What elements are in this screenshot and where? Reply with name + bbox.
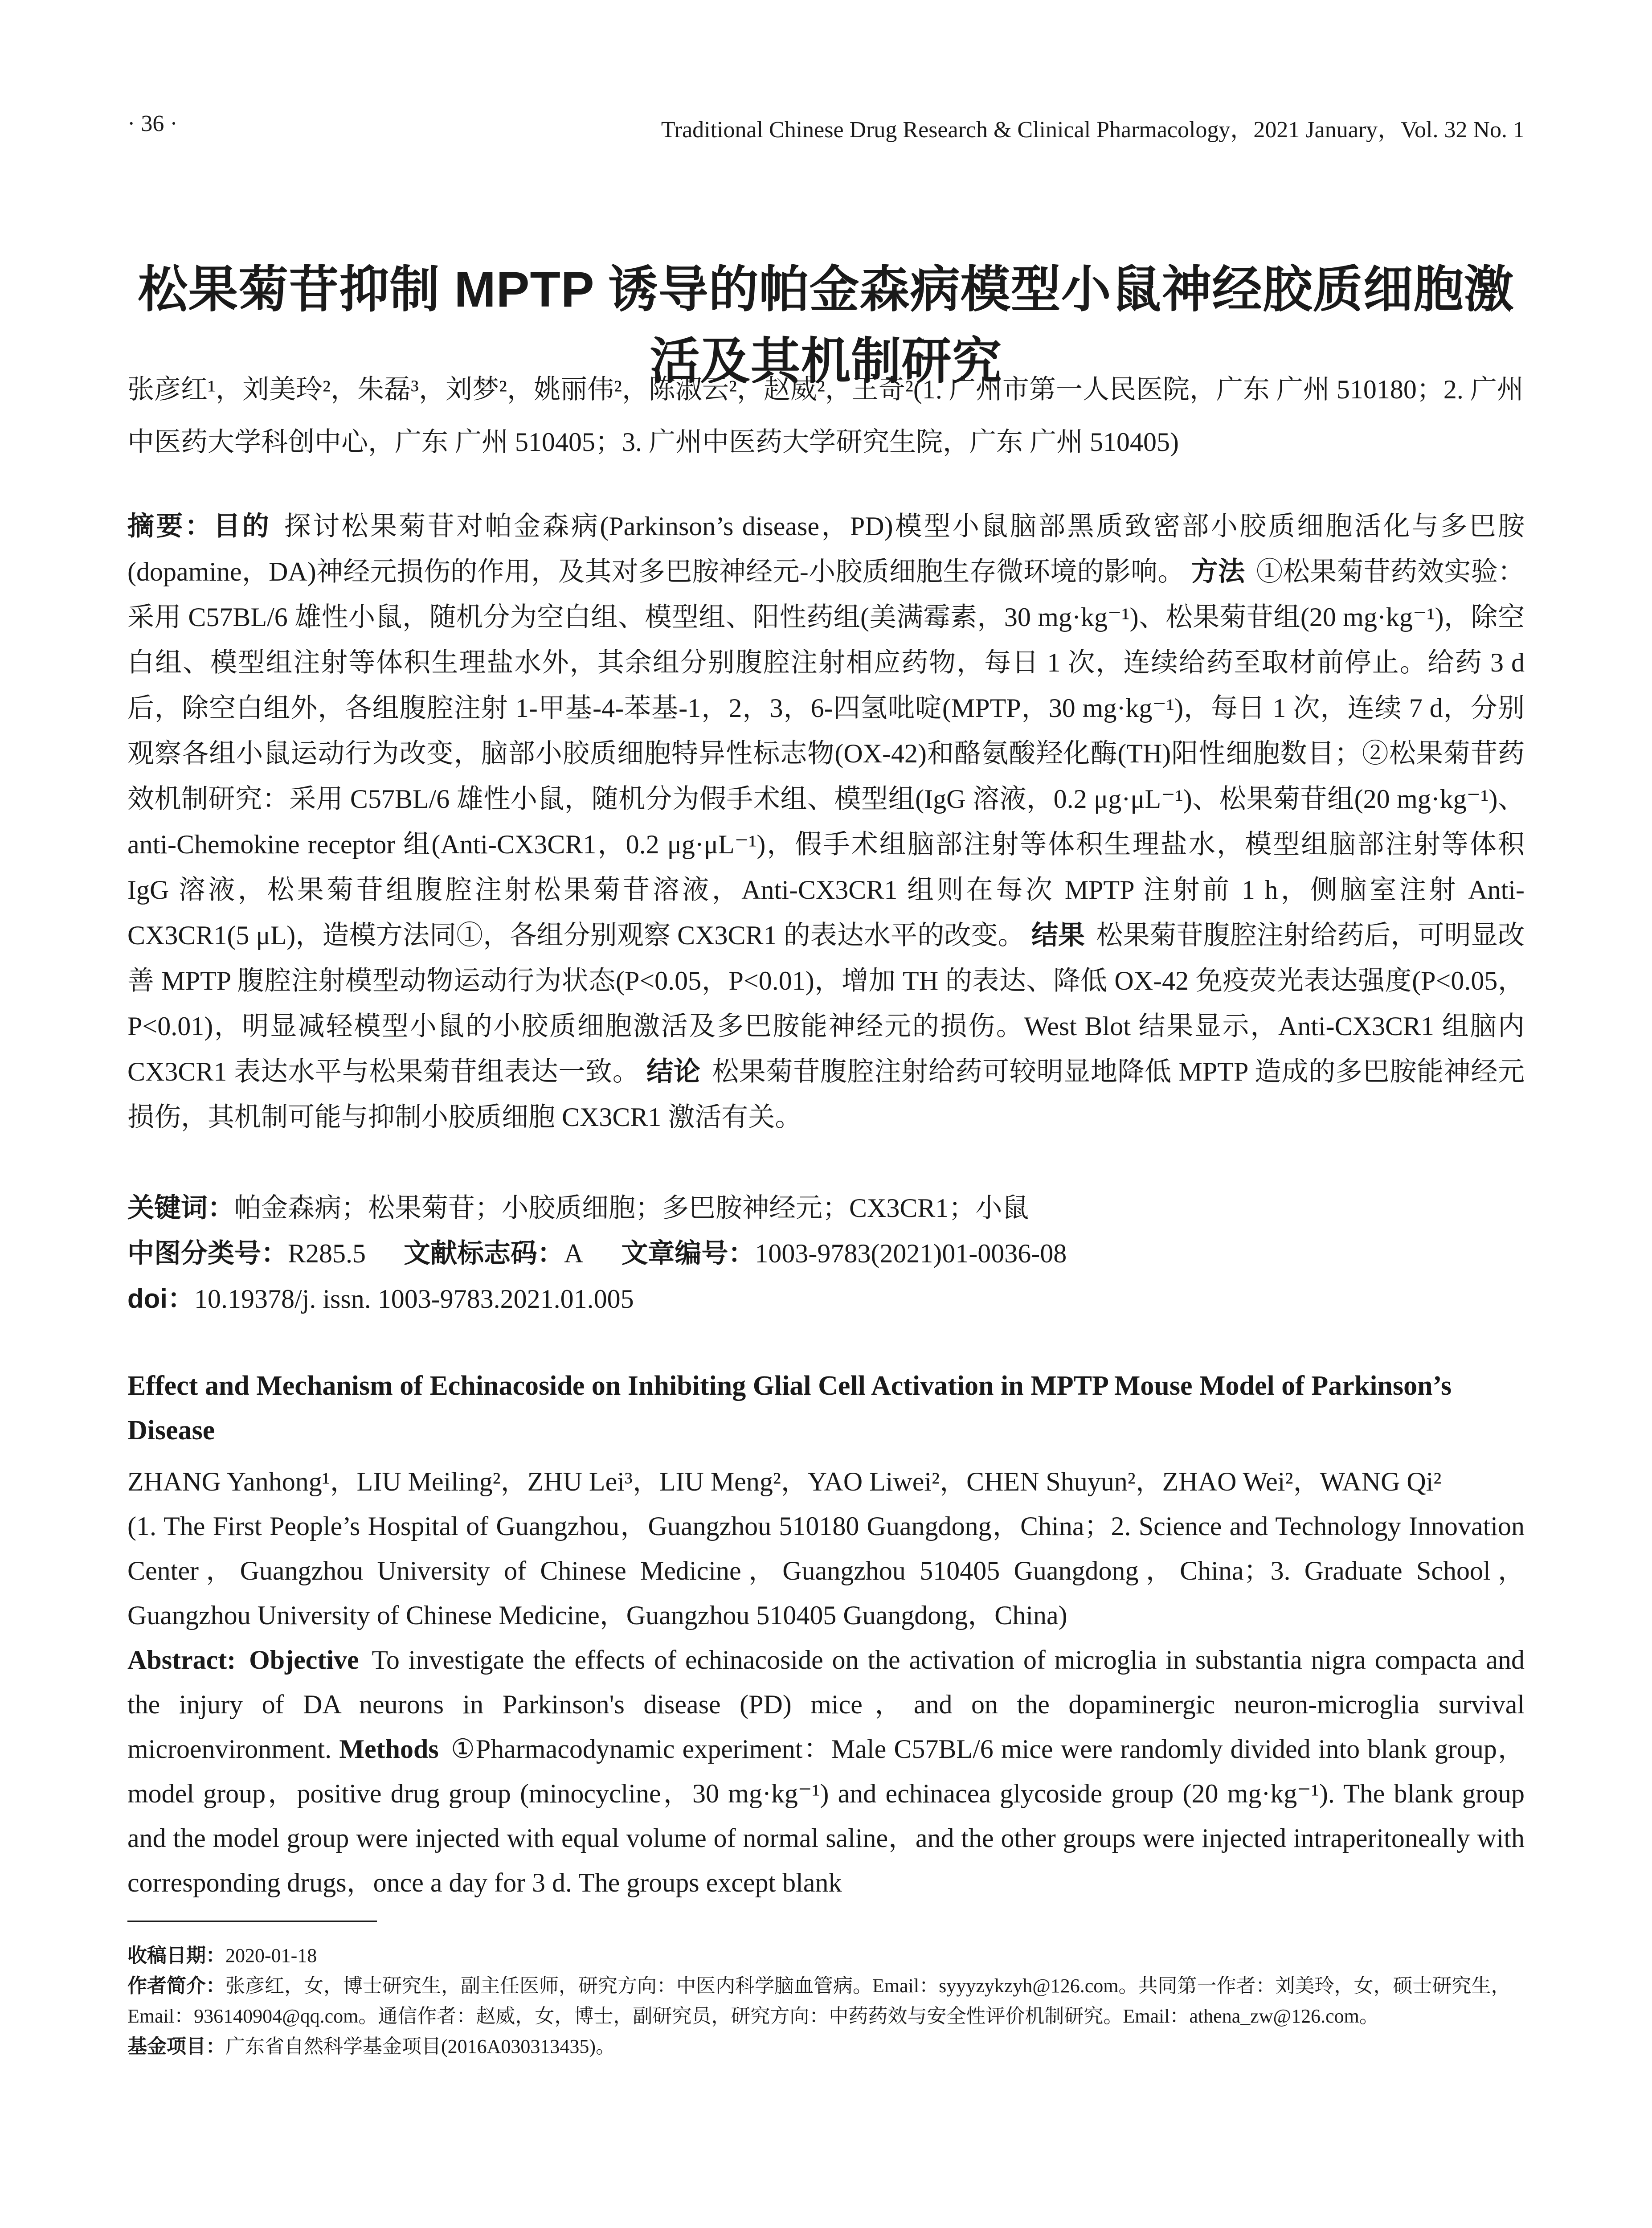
journal-citation: Traditional Chinese Drug Research & Clinical Pharmacology，2021 January，Vol. 32 No. 1 <box>661 117 1525 143</box>
fund-text: 广东省自然科学基金项目(2016A030313435)。 <box>225 2036 616 2057</box>
english-affiliations: (1. The First People’s Hospital of Guangzhou，Guangzhou 510180 Guangdong，China；2. Science and Technology Innovation Center，Guangzhou University of Chinese Medicine，Guangzhou 510405 Guangdong，China；3. Graduate School，Guangzhou University of Chinese Medicine，Guangzhou 510405 Guangdong，China) <box>127 1511 1525 1630</box>
clc-label: 中图分类号： <box>127 1238 288 1268</box>
clc-number: R285.5 <box>288 1239 366 1268</box>
english-authors-block <box>127 1459 1525 1638</box>
doc-code: A <box>564 1239 584 1268</box>
received-date-note <box>127 1941 1525 1971</box>
article-metadata <box>127 1185 1525 1322</box>
english-authors: ZHANG Yanhong¹，LIU Meiling²，ZHU Lei³，LIU Meng²，YAO Liwei²，CHEN Shuyun²，ZHAO Wei²，WANG Qi² <box>127 1467 1442 1496</box>
chinese-authors-affiliations: 张彦红¹，刘美玲²，朱磊³，刘梦²，姚丽伟²，陈淑云²，赵威²，王奇²(1. 广州市第一人民医院，广东 广州 510180；2. 广州中医药大学科创中心，广东 广州 510405；3. 广州中医药大学研究生院，广东 广州 510405) <box>127 375 1524 457</box>
doc-code-label: 文献标志码： <box>404 1238 564 1268</box>
classification-row <box>127 1231 1525 1276</box>
abstract-label: 摘要： <box>127 511 214 541</box>
fund-note <box>127 2031 1525 2062</box>
results-text: 松果菊苷腹腔注射给药后，可明显改善 MPTP 腹腔注射模型动物运动行为状态(P<0.05，P<0.01)，增加 TH 的表达、降低 OX-42 免疫荧光表达强度(P<0.05，P<0.01)，明显减轻模型小鼠的小胶质细胞激活及多巴胺能神经元的损伤。West Blot 结果显示，Anti-CX3CR1 组脑内 CX3CR1 表达水平与松果菊苷组表达一致。 <box>127 921 1525 1086</box>
received-date: 2020-01-18 <box>225 1945 317 1966</box>
page-number: · 36 · <box>127 111 178 136</box>
english-abstract <box>127 1638 1525 1905</box>
objective-label: 目的 <box>213 511 271 541</box>
doi-link[interactable]: 10.19378/j. issn. 1003-9783.2021.01.005 <box>194 1284 634 1314</box>
methods-text: ①松果菊苷药效实验：采用 C57BL/6 雄性小鼠，随机分为空白组、模型组、阳性药组(美满霉素，30 mg·kg⁻¹)、松果菊苷组(20 mg·kg⁻¹)，除空白组、模型组注射等体积生理盐水外，其余组分别腹腔注射相应药物，每日 1 次，连续给药至取材前停止。给药 3 d 后，除空白组外，各组腹腔注射 1-甲基-4-苯基-1，2，3，6-四氢吡啶(MPTP，30 mg·kg⁻¹)，每日 1 次，连续 7 d，分别观察各组小鼠运动行为改变，脑部小胶质细胞特异性标志物(OX-42)和酪氨酸羟化酶(TH)阳性细胞数目；②松果菊苷药效机制研究：采用 C57BL/6 雄性小鼠，随机分为假手术组、模型组(IgG 溶液，0.2 μg·μL⁻¹)、松果菊苷组(20 mg·kg⁻¹)、anti-Chemokine receptor 组(Anti-CX3CR1，0.2 μg·μL⁻¹)，假手术组脑部注射等体积生理盐水，模型组脑部注射等体积 IgG 溶液，松果菊苷组腹腔注射松果菊苷溶液，Anti-CX3CR1 组则在每次 MPTP 注射前 1 h，侧脑室注射 Anti-CX3CR1(5 μL)，造模方法同①，各组分别观察 CX3CR1 的表达水平的改变。 <box>127 557 1525 950</box>
article-number: 1003-9783(2021)01-0036-08 <box>755 1239 1067 1268</box>
en-objective-label: Objective <box>249 1645 359 1675</box>
doi-label: doi： <box>127 1284 194 1314</box>
article-number-label: 文章编号： <box>621 1238 755 1268</box>
results-label: 结果 <box>1031 920 1085 950</box>
running-header <box>127 106 1525 146</box>
conclusion-text: 松果菊苷腹腔注射给药可较明显地降低 MPTP 造成的多巴胺能神经元损伤，其机制可能与抑制小胶质细胞 CX3CR1 激活有关。 <box>127 1057 1525 1132</box>
methods-label: 方法 <box>1191 557 1245 586</box>
en-abstract-label: Abstract: <box>127 1645 236 1675</box>
chinese-abstract <box>127 504 1525 1140</box>
author-bio-label: 作者简介： <box>127 1975 225 1997</box>
keywords-row <box>127 1185 1525 1231</box>
author-bio-note <box>127 1971 1525 2031</box>
english-title: Effect and Mechanism of Echinacoside on Inhibiting Glial Cell Activation in MPTP Mouse Model of Parkinson’s Disease <box>127 1371 1452 1446</box>
conclusion-label: 结论 <box>646 1057 701 1086</box>
en-methods-text: ①Pharmacodynamic experiment：Male C57BL/6 mice were randomly divided into blank group，model group，positive drug group (minocycline，30 mg·kg⁻¹) and echinacea glycoside group (20 mg·kg⁻¹). The blank group and the model group were injected with equal volume of normal saline，and the other groups were injected intraperitoneally with corresponding drugs，once a day for 3 d. The groups except blank <box>127 1734 1525 1897</box>
objective-text: 探讨松果菊苷对帕金森病(Parkinson’s disease，PD)模型小鼠脑部黑质致密部小胶质细胞活化与多巴胺(dopamine，DA)神经元损伤的作用，及其对多巴胺神经元-小胶质细胞生存微环境的影响。 <box>127 512 1525 586</box>
footnote-divider <box>127 1921 377 1922</box>
author-bio: 张彦红，女，博士研究生，副主任医师，研究方向：中医内科学脑血管病。Email：syyyzykzyh@126.com。共同第一作者：刘美玲，女，硕士研究生，Email：936140904@qq.com。通信作者：赵威，女，博士，副研究员，研究方向：中药药效与安全性评价机制研究。Email：athena_zw@126.com。 <box>127 1975 1511 2027</box>
fund-label: 基金项目： <box>127 2036 225 2057</box>
keywords-label: 关键词： <box>127 1193 234 1223</box>
footnotes <box>127 1941 1525 2062</box>
doi-row <box>127 1276 1525 1322</box>
keywords: 帕金森病；松果菊苷；小胶质细胞；多巴胺神经元；CX3CR1；小鼠 <box>234 1193 1029 1223</box>
chinese-title: 松果菊苷抑制 MPTP 诱导的帕金森病模型小鼠神经胶质细胞激活及其机制研究 <box>138 262 1514 389</box>
en-methods-label: Methods <box>339 1734 439 1764</box>
en-objective-text: To investigate the effects of echinacoside on the activation of microglia in substantia nigra compacta and the injury of DA neurons in Parkinson's disease (PD) mice，and on the dopaminergic neuron-microglia survival microenvironment. <box>127 1645 1525 1764</box>
received-label: 收稿日期： <box>127 1945 225 1966</box>
